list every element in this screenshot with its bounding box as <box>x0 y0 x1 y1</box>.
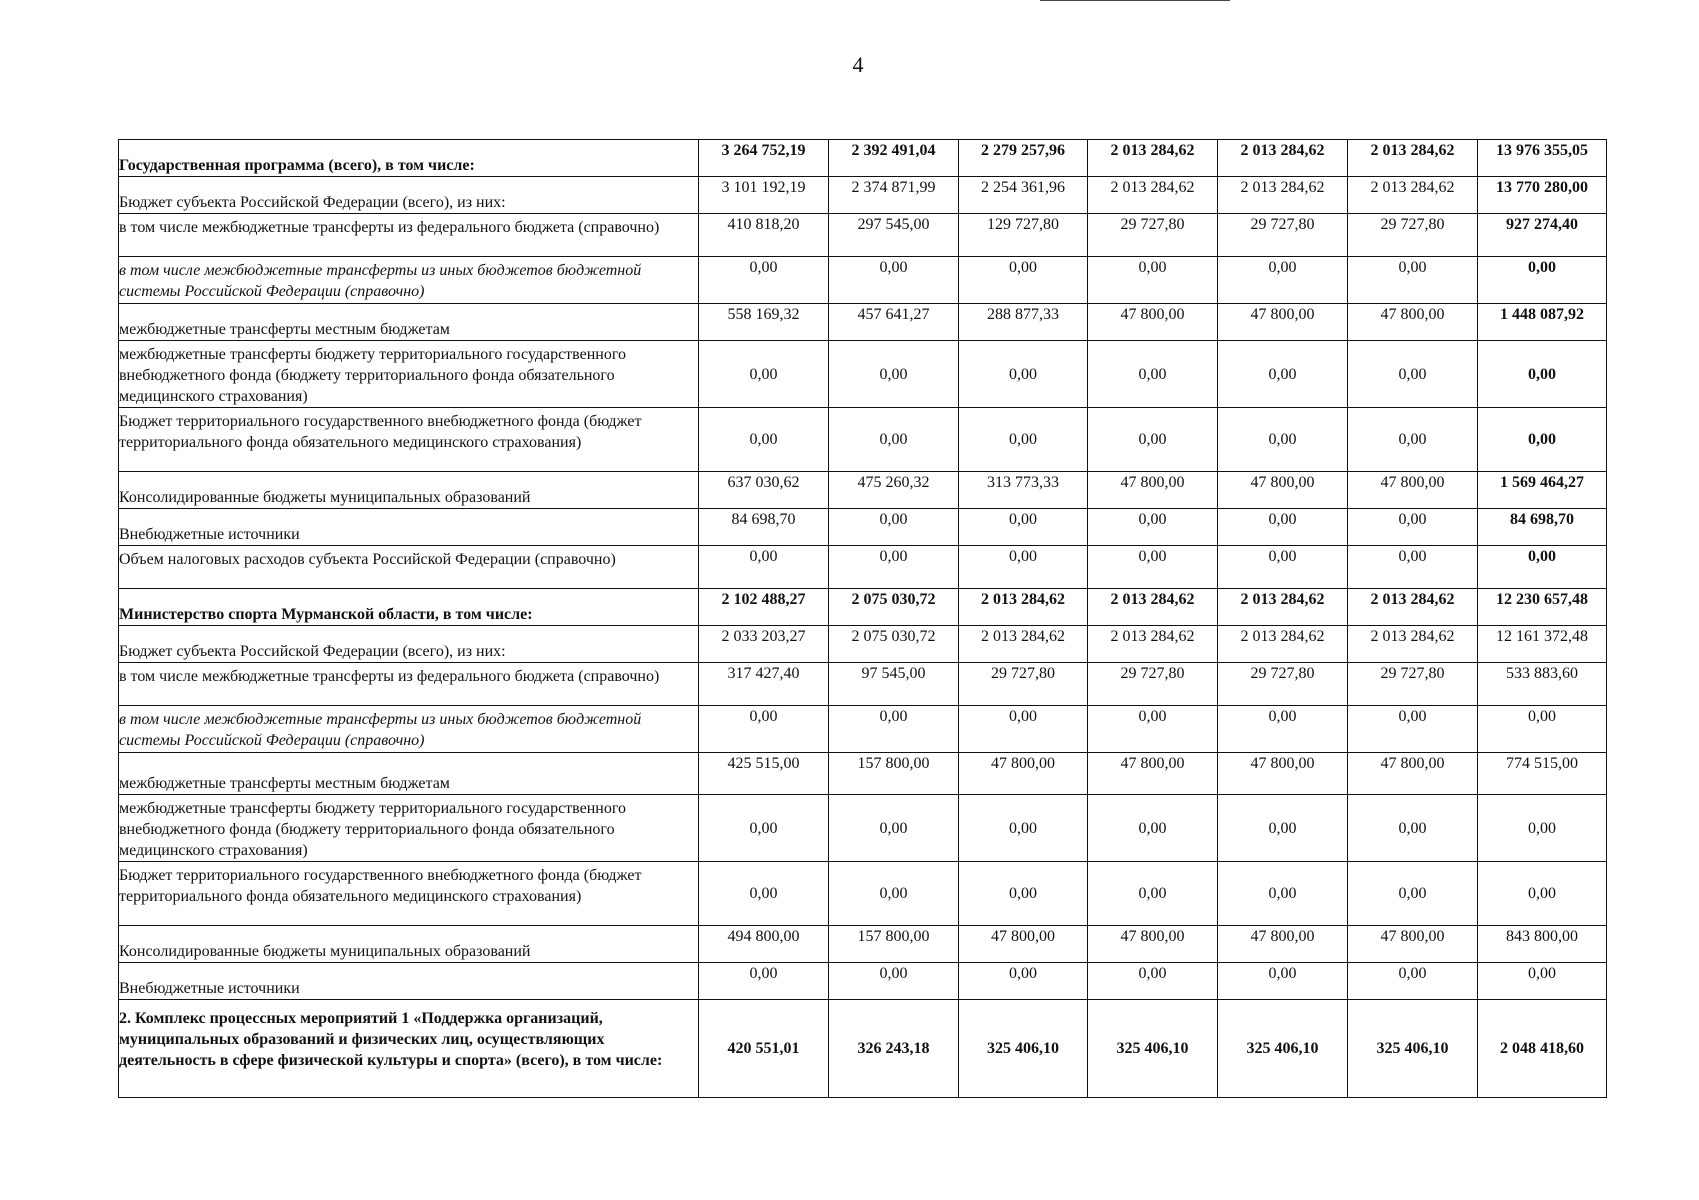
table-row <box>119 509 1607 546</box>
value-cell: 0,00 <box>829 862 959 926</box>
value-cell: 0,00 <box>1348 963 1478 1000</box>
row-label: Бюджет территориального государственного внебюджетного фонда (бюджет территориального фонда обязательного медицинского страхования) <box>119 408 699 472</box>
row-label: в том числе межбюджетные трансферты из иных бюджетов бюджетной системы Российской Федерации (справочно) <box>119 257 699 304</box>
value-cell: 0,00 <box>829 795 959 862</box>
value-cell: 0,00 <box>1088 341 1218 408</box>
value-cell: 2 013 284,62 <box>1348 589 1478 626</box>
value-cell: 47 800,00 <box>1348 926 1478 963</box>
table-row <box>119 862 1607 926</box>
total-cell: 13 976 355,05 <box>1478 140 1607 177</box>
value-cell: 0,00 <box>699 546 829 589</box>
row-label: Бюджет территориального государственного внебюджетного фонда (бюджет территориального фонда обязательного медицинского страхования) <box>119 862 699 926</box>
value-cell: 2 013 284,62 <box>1088 626 1218 663</box>
value-cell: 47 800,00 <box>1348 753 1478 795</box>
value-cell: 410 818,20 <box>699 214 829 257</box>
table-row <box>119 663 1607 706</box>
value-cell: 325 406,10 <box>959 1000 1088 1098</box>
value-cell: 0,00 <box>1088 408 1218 472</box>
value-cell: 2 013 284,62 <box>1088 589 1218 626</box>
total-cell: 0,00 <box>1478 963 1607 1000</box>
total-cell: 0,00 <box>1478 862 1607 926</box>
total-cell: 927 274,40 <box>1478 214 1607 257</box>
value-cell: 0,00 <box>1088 257 1218 304</box>
table-row <box>119 304 1607 341</box>
value-cell: 0,00 <box>829 341 959 408</box>
value-cell: 2 013 284,62 <box>1218 589 1348 626</box>
total-cell: 0,00 <box>1478 408 1607 472</box>
value-cell: 3 264 752,19 <box>699 140 829 177</box>
value-cell: 0,00 <box>1218 341 1348 408</box>
value-cell: 0,00 <box>959 963 1088 1000</box>
value-cell: 0,00 <box>1348 706 1478 753</box>
row-label: Объем налоговых расходов субъекта Российской Федерации (справочно) <box>119 546 699 589</box>
value-cell: 47 800,00 <box>959 926 1088 963</box>
table-row <box>119 546 1607 589</box>
table-row <box>119 214 1607 257</box>
value-cell: 0,00 <box>959 706 1088 753</box>
value-cell: 29 727,80 <box>1348 663 1478 706</box>
table-row <box>119 795 1607 862</box>
value-cell: 2 374 871,99 <box>829 177 959 214</box>
value-cell: 0,00 <box>1218 257 1348 304</box>
value-cell: 2 013 284,62 <box>959 589 1088 626</box>
value-cell: 0,00 <box>829 963 959 1000</box>
row-label: 2. Комплекс процессных мероприятий 1 «Поддержка организаций, муниципальных образований и физических лиц, осуществляющих деятельность в сфере физической культуры и спорта» (всего), в том числе: <box>119 1000 699 1098</box>
value-cell: 494 800,00 <box>699 926 829 963</box>
total-cell: 84 698,70 <box>1478 509 1607 546</box>
value-cell: 47 800,00 <box>1088 472 1218 509</box>
total-cell: 12 161 372,48 <box>1478 626 1607 663</box>
value-cell: 47 800,00 <box>1218 753 1348 795</box>
value-cell: 2 013 284,62 <box>1348 140 1478 177</box>
value-cell: 2 102 488,27 <box>699 589 829 626</box>
row-label: в том числе межбюджетные трансферты из иных бюджетов бюджетной системы Российской Федерации (справочно) <box>119 706 699 753</box>
total-cell: 12 230 657,48 <box>1478 589 1607 626</box>
value-cell: 0,00 <box>829 706 959 753</box>
total-cell: 533 883,60 <box>1478 663 1607 706</box>
budget-table-body <box>119 140 1607 1098</box>
value-cell: 317 427,40 <box>699 663 829 706</box>
value-cell: 0,00 <box>1088 706 1218 753</box>
value-cell: 475 260,32 <box>829 472 959 509</box>
value-cell: 2 013 284,62 <box>1348 177 1478 214</box>
table-row <box>119 963 1607 1000</box>
value-cell: 0,00 <box>1348 862 1478 926</box>
value-cell: 157 800,00 <box>829 753 959 795</box>
value-cell: 325 406,10 <box>1348 1000 1478 1098</box>
row-label: Государственная программа (всего), в том числе: <box>119 140 699 177</box>
row-label: в том числе межбюджетные трансферты из федерального бюджета (справочно) <box>119 663 699 706</box>
value-cell: 288 877,33 <box>959 304 1088 341</box>
value-cell: 313 773,33 <box>959 472 1088 509</box>
table-row <box>119 1000 1607 1098</box>
value-cell: 0,00 <box>959 257 1088 304</box>
value-cell: 0,00 <box>699 862 829 926</box>
value-cell: 2 013 284,62 <box>1218 140 1348 177</box>
value-cell: 0,00 <box>959 408 1088 472</box>
value-cell: 0,00 <box>959 546 1088 589</box>
budget-table <box>118 139 1607 1098</box>
value-cell: 0,00 <box>829 509 959 546</box>
table-row <box>119 753 1607 795</box>
table-row <box>119 341 1607 408</box>
value-cell: 0,00 <box>1218 706 1348 753</box>
value-cell: 2 075 030,72 <box>829 589 959 626</box>
value-cell: 0,00 <box>959 341 1088 408</box>
table-row <box>119 626 1607 663</box>
row-label: Бюджет субъекта Российской Федерации (всего), из них: <box>119 626 699 663</box>
value-cell: 47 800,00 <box>1218 304 1348 341</box>
value-cell: 0,00 <box>1088 963 1218 1000</box>
table-row <box>119 140 1607 177</box>
value-cell: 157 800,00 <box>829 926 959 963</box>
value-cell: 29 727,80 <box>1088 214 1218 257</box>
value-cell: 0,00 <box>699 257 829 304</box>
value-cell: 0,00 <box>1088 862 1218 926</box>
total-cell: 0,00 <box>1478 341 1607 408</box>
table-row <box>119 177 1607 214</box>
value-cell: 0,00 <box>1348 795 1478 862</box>
table-row <box>119 472 1607 509</box>
total-cell: 843 800,00 <box>1478 926 1607 963</box>
value-cell: 29 727,80 <box>1218 214 1348 257</box>
value-cell: 558 169,32 <box>699 304 829 341</box>
value-cell: 2 013 284,62 <box>1218 626 1348 663</box>
value-cell: 0,00 <box>1218 795 1348 862</box>
value-cell: 2 392 491,04 <box>829 140 959 177</box>
value-cell: 637 030,62 <box>699 472 829 509</box>
row-label: Министерство спорта Мурманской области, в том числе: <box>119 589 699 626</box>
value-cell: 2 013 284,62 <box>1088 177 1218 214</box>
value-cell: 2 013 284,62 <box>1348 626 1478 663</box>
value-cell: 0,00 <box>1348 408 1478 472</box>
value-cell: 0,00 <box>959 795 1088 862</box>
row-label: в том числе межбюджетные трансферты из федерального бюджета (справочно) <box>119 214 699 257</box>
value-cell: 2 013 284,62 <box>1218 177 1348 214</box>
value-cell: 47 800,00 <box>1218 926 1348 963</box>
row-label: межбюджетные трансферты бюджету территориального государственного внебюджетного фонда (бюджету территориального фонда обязательного медицинского страхования) <box>119 795 699 862</box>
value-cell: 0,00 <box>1348 257 1478 304</box>
value-cell: 29 727,80 <box>959 663 1088 706</box>
value-cell: 457 641,27 <box>829 304 959 341</box>
total-cell: 0,00 <box>1478 795 1607 862</box>
value-cell: 0,00 <box>829 408 959 472</box>
value-cell: 29 727,80 <box>1348 214 1478 257</box>
value-cell: 47 800,00 <box>1348 472 1478 509</box>
row-label: Внебюджетные источники <box>119 963 699 1000</box>
table-row <box>119 257 1607 304</box>
value-cell: 0,00 <box>699 963 829 1000</box>
top-edge-mark <box>1040 0 1230 1</box>
value-cell: 0,00 <box>1088 546 1218 589</box>
value-cell: 0,00 <box>1348 509 1478 546</box>
value-cell: 0,00 <box>1348 341 1478 408</box>
total-cell: 774 515,00 <box>1478 753 1607 795</box>
value-cell: 47 800,00 <box>1088 926 1218 963</box>
total-cell: 13 770 280,00 <box>1478 177 1607 214</box>
row-label: межбюджетные трансферты местным бюджетам <box>119 753 699 795</box>
total-cell: 2 048 418,60 <box>1478 1000 1607 1098</box>
value-cell: 0,00 <box>1218 509 1348 546</box>
table-row <box>119 408 1607 472</box>
total-cell: 0,00 <box>1478 706 1607 753</box>
row-label: Внебюджетные источники <box>119 509 699 546</box>
value-cell: 0,00 <box>699 408 829 472</box>
value-cell: 0,00 <box>959 509 1088 546</box>
value-cell: 84 698,70 <box>699 509 829 546</box>
value-cell: 2 254 361,96 <box>959 177 1088 214</box>
value-cell: 97 545,00 <box>829 663 959 706</box>
value-cell: 29 727,80 <box>1088 663 1218 706</box>
value-cell: 129 727,80 <box>959 214 1088 257</box>
value-cell: 0,00 <box>959 862 1088 926</box>
value-cell: 3 101 192,19 <box>699 177 829 214</box>
row-label: межбюджетные трансферты бюджету территориального государственного внебюджетного фонда (бюджету территориального фонда обязательного медицинского страхования) <box>119 341 699 408</box>
value-cell: 325 406,10 <box>1218 1000 1348 1098</box>
value-cell: 2 013 284,62 <box>959 626 1088 663</box>
value-cell: 0,00 <box>1218 546 1348 589</box>
value-cell: 0,00 <box>699 706 829 753</box>
value-cell: 47 800,00 <box>959 753 1088 795</box>
value-cell: 0,00 <box>699 341 829 408</box>
value-cell: 2 279 257,96 <box>959 140 1088 177</box>
page-number: 4 <box>852 52 864 77</box>
row-label: Консолидированные бюджеты муниципальных образований <box>119 472 699 509</box>
value-cell: 0,00 <box>699 795 829 862</box>
value-cell: 47 800,00 <box>1348 304 1478 341</box>
value-cell: 0,00 <box>1218 963 1348 1000</box>
value-cell: 420 551,01 <box>699 1000 829 1098</box>
value-cell: 297 545,00 <box>829 214 959 257</box>
table-row <box>119 926 1607 963</box>
value-cell: 425 515,00 <box>699 753 829 795</box>
total-cell: 0,00 <box>1478 546 1607 589</box>
value-cell: 325 406,10 <box>1088 1000 1218 1098</box>
total-cell: 0,00 <box>1478 257 1607 304</box>
value-cell: 47 800,00 <box>1088 753 1218 795</box>
value-cell: 0,00 <box>1088 795 1218 862</box>
value-cell: 47 800,00 <box>1088 304 1218 341</box>
value-cell: 0,00 <box>1088 509 1218 546</box>
row-label: межбюджетные трансферты местным бюджетам <box>119 304 699 341</box>
value-cell: 0,00 <box>1218 408 1348 472</box>
value-cell: 47 800,00 <box>1218 472 1348 509</box>
row-label: Консолидированные бюджеты муниципальных образований <box>119 926 699 963</box>
total-cell: 1 448 087,92 <box>1478 304 1607 341</box>
table-row <box>119 706 1607 753</box>
value-cell: 326 243,18 <box>829 1000 959 1098</box>
value-cell: 0,00 <box>1218 862 1348 926</box>
value-cell: 0,00 <box>829 257 959 304</box>
value-cell: 0,00 <box>829 546 959 589</box>
value-cell: 2 013 284,62 <box>1088 140 1218 177</box>
table-row <box>119 589 1607 626</box>
value-cell: 0,00 <box>1348 546 1478 589</box>
total-cell: 1 569 464,27 <box>1478 472 1607 509</box>
row-label: Бюджет субъекта Российской Федерации (всего), из них: <box>119 177 699 214</box>
value-cell: 2 075 030,72 <box>829 626 959 663</box>
value-cell: 29 727,80 <box>1218 663 1348 706</box>
value-cell: 2 033 203,27 <box>699 626 829 663</box>
